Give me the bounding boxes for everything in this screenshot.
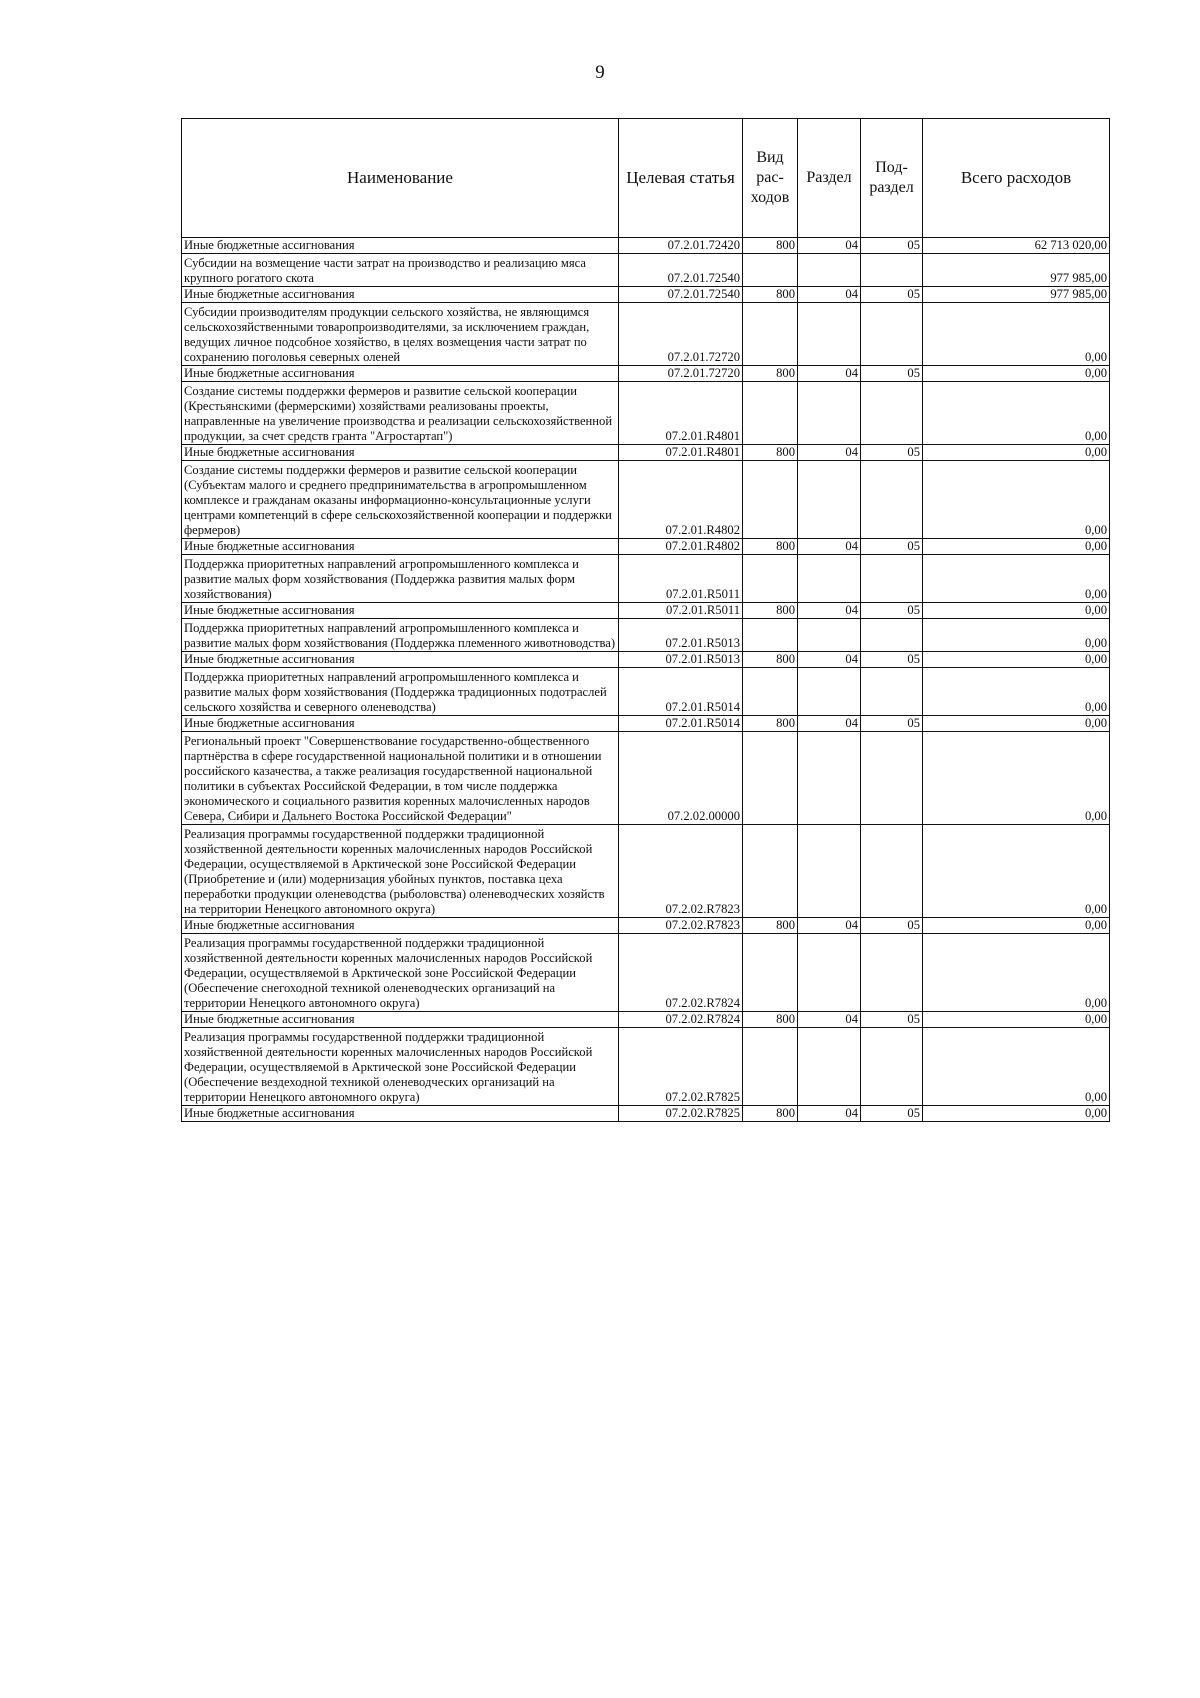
row-subsection — [861, 303, 923, 366]
row-name: Иные бюджетные ассигнования — [182, 238, 619, 254]
row-target-article: 07.2.02.R7825 — [619, 1028, 743, 1106]
row-name: Иные бюджетные ассигнования — [182, 716, 619, 732]
row-expense-type — [743, 382, 798, 445]
row-target-article: 07.2.01.R5014 — [619, 668, 743, 716]
row-section: 04 — [798, 539, 861, 555]
row-total: 0,00 — [923, 652, 1110, 668]
row-name: Иные бюджетные ассигнования — [182, 445, 619, 461]
row-section: 04 — [798, 1106, 861, 1122]
row-section: 04 — [798, 1012, 861, 1028]
table-row — [182, 254, 1110, 287]
row-expense-type: 800 — [743, 1012, 798, 1028]
header-total-expenses: Всего расходов — [923, 119, 1110, 238]
row-target-article: 07.2.01.72420 — [619, 238, 743, 254]
row-expense-type — [743, 1028, 798, 1106]
table-header-row — [182, 119, 1110, 238]
row-total: 0,00 — [923, 539, 1110, 555]
expenditure-table — [181, 118, 1110, 1122]
row-expense-type: 800 — [743, 603, 798, 619]
row-subsection — [861, 668, 923, 716]
row-subsection — [861, 254, 923, 287]
header-name: Наименование — [182, 119, 619, 238]
row-section — [798, 934, 861, 1012]
row-total: 977 985,00 — [923, 254, 1110, 287]
row-name: Поддержка приоритетных направлений агропромышленного комплекса и развитие малых форм хозяйствования (Поддержка развития малых форм хозяйствования) — [182, 555, 619, 603]
row-expense-type — [743, 254, 798, 287]
row-target-article: 07.2.01.R4801 — [619, 445, 743, 461]
table-row — [182, 445, 1110, 461]
row-section — [798, 825, 861, 918]
row-section: 04 — [798, 366, 861, 382]
row-name: Субсидии на возмещение части затрат на производство и реализацию мяса крупного рогатого скота — [182, 254, 619, 287]
row-name: Иные бюджетные ассигнования — [182, 366, 619, 382]
row-name: Реализация программы государственной поддержки традиционной хозяйственной деятельности коренных малочисленных народов Российской Федерации, осуществляемой в Арктической зоне Российской Федерации (Обеспечение снегоходной техникой оленеводческих организаций на территории Ненецкого автономного округа) — [182, 934, 619, 1012]
row-total: 0,00 — [923, 825, 1110, 918]
row-expense-type: 800 — [743, 918, 798, 934]
row-target-article: 07.2.01.R5011 — [619, 555, 743, 603]
table-row — [182, 1106, 1110, 1122]
table-row — [182, 934, 1110, 1012]
row-total: 0,00 — [923, 445, 1110, 461]
row-section — [798, 1028, 861, 1106]
row-subsection: 05 — [861, 539, 923, 555]
row-target-article: 07.2.01.72540 — [619, 287, 743, 303]
row-section — [798, 254, 861, 287]
header-target-article: Целевая статья — [619, 119, 743, 238]
page-number: 9 — [595, 62, 605, 83]
row-section: 04 — [798, 652, 861, 668]
header-subsection: Под- раздел — [861, 119, 923, 238]
row-expense-type — [743, 732, 798, 825]
row-expense-type: 800 — [743, 716, 798, 732]
row-name: Региональный проект "Совершенствование государственно-общественного партнёрства в сфере государственной национальной политики и в отношении российского казачества, а также реализация государственной национальной политики в субъектах Российской Федерации, в том числе поддержка экономического и социального развития коренных малочисленных народов Севера, Сибири и Дальнего Востока Российской Федерации" — [182, 732, 619, 825]
row-section — [798, 303, 861, 366]
row-expense-type: 800 — [743, 1106, 798, 1122]
row-target-article: 07.2.02.R7823 — [619, 825, 743, 918]
row-section — [798, 732, 861, 825]
row-subsection — [861, 825, 923, 918]
row-target-article: 07.2.01.72720 — [619, 303, 743, 366]
table-row — [182, 366, 1110, 382]
row-target-article: 07.2.01.R4801 — [619, 382, 743, 445]
row-subsection: 05 — [861, 287, 923, 303]
row-target-article: 07.2.02.R7824 — [619, 1012, 743, 1028]
row-name: Иные бюджетные ассигнования — [182, 539, 619, 555]
row-target-article: 07.2.01.R5013 — [619, 652, 743, 668]
row-target-article: 07.2.01.72540 — [619, 254, 743, 287]
row-section — [798, 668, 861, 716]
table-row — [182, 603, 1110, 619]
row-name: Создание системы поддержки фермеров и развитие сельской кооперации (Субъектам малого и среднего предпринимательства в агропромышленном комплексе и гражданам оказаны информационно-консультационные услуги центрами компетенций в сфере сельскохозяйственной кооперации и поддержки фермеров) — [182, 461, 619, 539]
row-expense-type: 800 — [743, 238, 798, 254]
row-target-article: 07.2.02.R7823 — [619, 918, 743, 934]
table-row — [182, 1028, 1110, 1106]
row-name: Иные бюджетные ассигнования — [182, 918, 619, 934]
table-row — [182, 382, 1110, 445]
row-subsection: 05 — [861, 1106, 923, 1122]
row-subsection — [861, 619, 923, 652]
row-section — [798, 382, 861, 445]
row-total: 62 713 020,00 — [923, 238, 1110, 254]
row-subsection: 05 — [861, 716, 923, 732]
row-expense-type: 800 — [743, 445, 798, 461]
table-row — [182, 287, 1110, 303]
row-section: 04 — [798, 918, 861, 934]
row-expense-type — [743, 934, 798, 1012]
row-name: Создание системы поддержки фермеров и развитие сельской кооперации (Крестьянскими (фермерскими) хозяйствами реализованы проекты, направленные на увеличение производства и реализации сельскохозяйственной продукции, за счет средств гранта "Агростартап") — [182, 382, 619, 445]
row-expense-type: 800 — [743, 539, 798, 555]
row-expense-type: 800 — [743, 366, 798, 382]
row-total: 0,00 — [923, 366, 1110, 382]
header-expense-type: Вид рас- ходов — [743, 119, 798, 238]
row-expense-type — [743, 461, 798, 539]
row-expense-type — [743, 303, 798, 366]
table-row — [182, 555, 1110, 603]
table-row — [182, 238, 1110, 254]
row-total: 0,00 — [923, 716, 1110, 732]
row-name: Реализация программы государственной поддержки традиционной хозяйственной деятельности коренных малочисленных народов Российской Федерации, осуществляемой в Арктической зоне Российской Федерации (Приобретение и (или) модернизация убойных пунктов, поставка цеха переработки продукции оленеводства (рыболовства) оленеводческих хозяйств на территории Ненецкого автономного округа) — [182, 825, 619, 918]
table-body — [182, 238, 1110, 1122]
row-subsection: 05 — [861, 445, 923, 461]
row-subsection — [861, 382, 923, 445]
row-target-article: 07.2.01.R4802 — [619, 539, 743, 555]
row-total: 977 985,00 — [923, 287, 1110, 303]
table-row — [182, 619, 1110, 652]
row-subsection: 05 — [861, 603, 923, 619]
table-row — [182, 1012, 1110, 1028]
row-total: 0,00 — [923, 732, 1110, 825]
table-row — [182, 918, 1110, 934]
row-total: 0,00 — [923, 619, 1110, 652]
row-section: 04 — [798, 445, 861, 461]
row-target-article: 07.2.01.R4802 — [619, 461, 743, 539]
row-subsection: 05 — [861, 918, 923, 934]
row-section: 04 — [798, 716, 861, 732]
table-row — [182, 461, 1110, 539]
row-total: 0,00 — [923, 555, 1110, 603]
row-section — [798, 555, 861, 603]
row-name: Иные бюджетные ассигнования — [182, 287, 619, 303]
table-row — [182, 716, 1110, 732]
row-subsection — [861, 732, 923, 825]
row-expense-type — [743, 619, 798, 652]
row-section — [798, 461, 861, 539]
row-target-article: 07.2.01.R5014 — [619, 716, 743, 732]
row-target-article: 07.2.01.72720 — [619, 366, 743, 382]
row-target-article: 07.2.02.R7824 — [619, 934, 743, 1012]
row-expense-type: 800 — [743, 652, 798, 668]
row-total: 0,00 — [923, 1012, 1110, 1028]
row-name: Реализация программы государственной поддержки традиционной хозяйственной деятельности коренных малочисленных народов Российской Федерации, осуществляемой в Арктической зоне Российской Федерации (Обеспечение вездеходной техникой оленеводческих организаций на территории Ненецкого автономного округа) — [182, 1028, 619, 1106]
table-row — [182, 303, 1110, 366]
row-subsection: 05 — [861, 238, 923, 254]
row-subsection — [861, 555, 923, 603]
row-target-article: 07.2.02.00000 — [619, 732, 743, 825]
row-subsection — [861, 461, 923, 539]
table-row — [182, 652, 1110, 668]
row-total: 0,00 — [923, 934, 1110, 1012]
row-name: Иные бюджетные ассигнования — [182, 1106, 619, 1122]
row-target-article: 07.2.01.R5011 — [619, 603, 743, 619]
row-expense-type — [743, 555, 798, 603]
row-name: Иные бюджетные ассигнования — [182, 1012, 619, 1028]
row-total: 0,00 — [923, 918, 1110, 934]
row-expense-type — [743, 825, 798, 918]
row-expense-type: 800 — [743, 287, 798, 303]
row-section — [798, 619, 861, 652]
row-name: Иные бюджетные ассигнования — [182, 652, 619, 668]
row-expense-type — [743, 668, 798, 716]
row-total: 0,00 — [923, 668, 1110, 716]
row-total: 0,00 — [923, 603, 1110, 619]
row-target-article: 07.2.01.R5013 — [619, 619, 743, 652]
table-row — [182, 825, 1110, 918]
row-target-article: 07.2.02.R7825 — [619, 1106, 743, 1122]
row-subsection: 05 — [861, 366, 923, 382]
row-total: 0,00 — [923, 303, 1110, 366]
row-subsection — [861, 1028, 923, 1106]
table-row — [182, 539, 1110, 555]
row-section: 04 — [798, 238, 861, 254]
row-total: 0,00 — [923, 382, 1110, 445]
row-subsection — [861, 934, 923, 1012]
header-section: Раздел — [798, 119, 861, 238]
row-total: 0,00 — [923, 1028, 1110, 1106]
row-name: Поддержка приоритетных направлений агропромышленного комплекса и развитие малых форм хозяйствования (Поддержка традиционных подотраслей сельского хозяйства и северного оленеводства) — [182, 668, 619, 716]
row-subsection: 05 — [861, 652, 923, 668]
table-row — [182, 732, 1110, 825]
table-row — [182, 668, 1110, 716]
row-section: 04 — [798, 603, 861, 619]
row-total: 0,00 — [923, 1106, 1110, 1122]
row-name: Иные бюджетные ассигнования — [182, 603, 619, 619]
row-subsection: 05 — [861, 1012, 923, 1028]
row-section: 04 — [798, 287, 861, 303]
row-name: Субсидии производителям продукции сельского хозяйства, не являющимся сельскохозяйственными товаропроизводителями, за исключением граждан, ведущих личное подсобное хозяйство, в целях возмещения части затрат по сохранению поголовья северных оленей — [182, 303, 619, 366]
row-total: 0,00 — [923, 461, 1110, 539]
row-name: Поддержка приоритетных направлений агропромышленного комплекса и развитие малых форм хозяйствования (Поддержка племенного животноводства) — [182, 619, 619, 652]
